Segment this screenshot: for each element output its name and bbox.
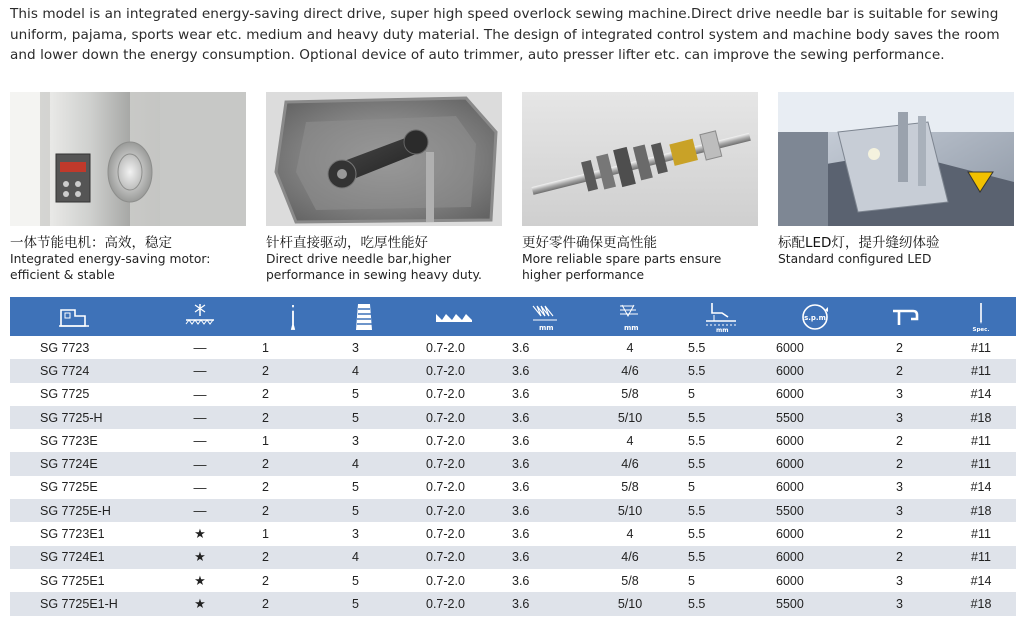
table-row xyxy=(10,499,1016,522)
motor-photo xyxy=(10,92,246,226)
feed-dog-icon xyxy=(404,297,504,336)
auto-trimmer-cell: — xyxy=(193,456,207,472)
auto-trimmer-cell: ★ xyxy=(194,549,206,565)
speed-cell: 6000 xyxy=(776,550,804,565)
presser-lift-cell: 5.5 xyxy=(688,527,706,542)
thread-count-cell: 3 xyxy=(352,527,359,542)
presser-lift-cell: 5.5 xyxy=(688,340,706,355)
auto-trimmer-cell: — xyxy=(193,433,207,449)
needle-count-cell: 2 xyxy=(262,573,269,588)
stitch-width-cell: 3.6 xyxy=(512,596,530,611)
looper-cell: 3 xyxy=(896,410,903,425)
auto-trimmer-cell: ★ xyxy=(194,595,206,611)
presser-lift-cell: 5.5 xyxy=(688,363,706,378)
auto-trimmer-cell: — xyxy=(193,479,207,495)
model-cell: SG 7725E xyxy=(40,480,98,495)
stitch-length-cell: 0.7-2.0 xyxy=(426,363,465,378)
stitch-length-cell: 0.7-2.0 xyxy=(426,596,465,611)
stitch-length-cell: 0.7-2.0 xyxy=(426,410,465,425)
needle-size-cell: #11 xyxy=(971,433,991,448)
needle-count-cell: 2 xyxy=(262,480,269,495)
overedge-width-cell: 4 xyxy=(626,433,634,448)
presser-foot-lift-icon xyxy=(674,297,768,336)
feature-title-zh: 一体节能电机：高效，稳定 xyxy=(10,235,172,251)
auto-trimmer-cell: — xyxy=(193,503,207,519)
stitch-length-cell: 0.7-2.0 xyxy=(426,340,465,355)
stitch-length-cell: 0.7-2.0 xyxy=(426,457,465,472)
model-cell: SG 7725E1 xyxy=(40,573,105,588)
feature-title-zh: 针杆直接驱动，吃厚性能好 xyxy=(266,235,428,251)
model-cell: SG 7725E-H xyxy=(40,503,111,518)
needle-size-cell: #14 xyxy=(970,387,992,402)
table-row xyxy=(10,569,1016,592)
auto-trimmer-cell: ★ xyxy=(194,526,206,542)
overedge-width-cell: 4 xyxy=(626,340,634,355)
model-cell: SG 7725 xyxy=(40,387,90,402)
table-row xyxy=(10,592,1016,615)
table-row xyxy=(10,476,1016,499)
needle-count-cell: 1 xyxy=(262,340,269,355)
spec-label: Spec. xyxy=(972,326,990,333)
speed-cell: 6000 xyxy=(776,363,804,378)
presser-lift-cell: 5.5 xyxy=(688,503,706,518)
presser-lift-cell: 5.5 xyxy=(688,410,706,425)
feature-led xyxy=(778,92,1018,268)
looper-cell: 2 xyxy=(896,457,903,472)
needle-icon xyxy=(262,297,324,336)
thread-count-cell: 5 xyxy=(352,596,359,611)
needle-size-cell: #11 xyxy=(971,340,991,355)
looper-cell: 2 xyxy=(896,340,903,355)
stitch-length-cell: 0.7-2.0 xyxy=(426,387,465,402)
model-cell: SG 7725-H xyxy=(40,410,103,425)
needle-count-cell: 1 xyxy=(262,527,269,542)
stitch-width-icon xyxy=(504,297,586,336)
thread-count-cell: 5 xyxy=(352,387,359,402)
overedge-width-cell: 4/6 xyxy=(621,457,639,472)
presser-unit: mm xyxy=(716,326,729,333)
model-cell: SG 7723 xyxy=(40,340,90,355)
needle-count-cell: 2 xyxy=(262,550,269,565)
looper-cell: 2 xyxy=(896,433,903,448)
auto-trimmer-cell: ★ xyxy=(194,572,206,588)
feature-desc-line2: performance in sewing heavy duty. xyxy=(266,267,482,282)
thread-count-cell: 5 xyxy=(352,573,359,588)
table-row xyxy=(10,429,1016,452)
looper-cell: 2 xyxy=(896,527,903,542)
intro-paragraph: This model is an integrated energy-saving direct drive, super high speed overlock sewing machine.Direct drive needle bar is suitable for sewing uniform, pajama, sports wear etc. medium and heavy duty material. The design of integrated control system and machine body saves the room and lower down the energy consumption. Optional device of auto trimmer, auto presser lifter etc. can improve the sewing performance. xyxy=(10,6,1000,63)
feature-gallery xyxy=(0,92,1024,292)
overedge-width-cell: 5/10 xyxy=(617,596,643,611)
needle-count-cell: 2 xyxy=(262,503,269,518)
overedge-width-cell: 5/8 xyxy=(621,387,639,402)
stitch-width-unit: mm xyxy=(539,323,554,332)
feature-desc-line1: Integrated energy-saving motor: xyxy=(10,252,211,266)
stitch-length-cell: 0.7-2.0 xyxy=(426,527,465,542)
stitch-width-cell: 3.6 xyxy=(512,433,530,448)
presser-lift-cell: 5.5 xyxy=(688,433,706,448)
stitch-length-cell: 0.7-2.0 xyxy=(426,480,465,495)
feature-spare-parts xyxy=(522,92,762,283)
overedge-width-icon xyxy=(586,297,674,336)
looper-cell: 2 xyxy=(896,363,903,378)
feature-desc-line2: efficient & stable xyxy=(10,267,115,282)
speed-cell: 6000 xyxy=(776,457,804,472)
model-cell: SG 7724E1 xyxy=(40,550,105,565)
stitch-width-cell: 3.6 xyxy=(512,340,530,355)
presser-lift-cell: 5 xyxy=(688,573,695,588)
stitch-width-cell: 3.6 xyxy=(512,363,530,378)
speed-cell: 6000 xyxy=(776,480,804,495)
needle-size-cell: #11 xyxy=(971,363,991,378)
table-row xyxy=(10,452,1016,475)
overedge-width-cell: 5/8 xyxy=(621,573,639,588)
table-row xyxy=(10,406,1016,429)
thread-count-cell: 5 xyxy=(352,410,359,425)
thread-count-cell: 5 xyxy=(352,480,359,495)
stitch-length-cell: 0.7-2.0 xyxy=(426,503,465,518)
needle-size-cell: #14 xyxy=(970,573,992,588)
needle-count-cell: 2 xyxy=(262,387,269,402)
thread-count-cell: 4 xyxy=(352,363,359,378)
needle-bar-drive-photo xyxy=(266,92,502,226)
model-cell: SG 7725E1-H xyxy=(40,596,118,611)
led-light-photo xyxy=(778,92,1014,226)
speed-cell: 6000 xyxy=(776,527,804,542)
looper-cell: 3 xyxy=(896,503,903,518)
needle-count-cell: 2 xyxy=(262,363,269,378)
presser-lift-cell: 5.5 xyxy=(688,457,706,472)
feature-desc-line2: higher performance xyxy=(522,267,645,282)
table-row xyxy=(10,359,1016,382)
needle-size-cell: #14 xyxy=(970,480,992,495)
thread-count-cell: 4 xyxy=(352,457,359,472)
needle-size-cell: #11 xyxy=(971,550,991,565)
stitch-width-cell: 3.6 xyxy=(512,387,530,402)
looper-cell: 2 xyxy=(896,550,903,565)
table-row xyxy=(10,336,1016,359)
spec-table-body xyxy=(10,336,1016,616)
table-header-row xyxy=(10,297,1016,336)
stitch-width-cell: 3.6 xyxy=(512,410,530,425)
overedge-width-cell: 4/6 xyxy=(621,550,639,565)
needle-count-cell: 2 xyxy=(262,410,269,425)
auto-trimmer-cell: — xyxy=(193,410,207,426)
needle-spec-icon xyxy=(946,297,1016,336)
table-row xyxy=(10,522,1016,545)
thread-count-cell: 3 xyxy=(352,340,359,355)
feature-desc-line1: Direct drive needle bar,higher xyxy=(266,252,452,266)
feature-desc-line1: More reliable spare parts ensure xyxy=(522,252,722,266)
looper-cell: 3 xyxy=(896,480,903,495)
model-cell: SG 7723E1 xyxy=(40,527,105,542)
looper-cell: 3 xyxy=(896,573,903,588)
auto-trimmer-cell: — xyxy=(193,363,207,379)
presser-lift-cell: 5 xyxy=(688,480,695,495)
looper-cell: 3 xyxy=(896,596,903,611)
speed-cell: 6000 xyxy=(776,387,804,402)
stitch-width-cell: 3.6 xyxy=(512,503,530,518)
speed-unit: s.p.m xyxy=(804,313,826,322)
stitch-length-cell: 0.7-2.0 xyxy=(426,433,465,448)
overedge-width-cell: 4 xyxy=(626,527,634,542)
looper-cell: 3 xyxy=(896,387,903,402)
stitch-width-cell: 3.6 xyxy=(512,550,530,565)
stitch-length-cell: 0.7-2.0 xyxy=(426,573,465,588)
table-row xyxy=(10,383,1016,406)
stitch-width-cell: 3.6 xyxy=(512,457,530,472)
speed-cell: 5500 xyxy=(776,503,804,518)
thread-count-cell: 4 xyxy=(352,550,359,565)
spec-table xyxy=(10,297,1016,616)
auto-trimmer-cell: — xyxy=(193,386,207,402)
feature-desc-line1: Standard configured LED xyxy=(778,252,932,266)
presser-lift-cell: 5.5 xyxy=(688,550,706,565)
speed-icon xyxy=(768,297,862,336)
needle-size-cell: #18 xyxy=(970,410,992,425)
auto-trimmer-icon xyxy=(138,297,262,336)
needle-count-cell: 2 xyxy=(262,596,269,611)
looper-icon xyxy=(862,297,946,336)
presser-lift-cell: 5 xyxy=(688,387,695,402)
model-cell: SG 7723E xyxy=(40,433,98,448)
feature-title-zh: 更好零件确保更高性能 xyxy=(522,235,657,251)
needle-size-cell: #11 xyxy=(971,457,991,472)
overedge-width-cell: 5/8 xyxy=(621,480,639,495)
model-cell: SG 7724E xyxy=(40,457,98,472)
thread-cone-icon xyxy=(324,297,404,336)
feature-needle-bar xyxy=(266,92,506,283)
speed-cell: 5500 xyxy=(776,596,804,611)
feature-title-zh: 标配LED灯，提升缝纫体验 xyxy=(778,235,940,251)
stitch-width-cell: 3.6 xyxy=(512,480,530,495)
overedge-width-cell: 5/10 xyxy=(617,503,643,518)
overedge-width-cell: 5/10 xyxy=(617,410,643,425)
machine-icon xyxy=(10,297,138,336)
stitch-width-cell: 3.6 xyxy=(512,527,530,542)
thread-count-cell: 3 xyxy=(352,433,359,448)
feature-motor xyxy=(10,92,250,283)
model-cell: SG 7724 xyxy=(40,363,90,378)
needle-size-cell: #11 xyxy=(971,527,991,542)
speed-cell: 6000 xyxy=(776,433,804,448)
overedge-unit: mm xyxy=(624,323,639,332)
needle-size-cell: #18 xyxy=(970,503,992,518)
presser-lift-cell: 5.5 xyxy=(688,596,706,611)
overedge-width-cell: 4/6 xyxy=(621,363,639,378)
stitch-length-cell: 0.7-2.0 xyxy=(426,550,465,565)
spare-parts-photo xyxy=(522,92,758,226)
stitch-width-cell: 3.6 xyxy=(512,573,530,588)
needle-size-cell: #18 xyxy=(970,596,992,611)
needle-count-cell: 1 xyxy=(262,433,269,448)
thread-count-cell: 5 xyxy=(352,503,359,518)
needle-count-cell: 2 xyxy=(262,457,269,472)
speed-cell: 6000 xyxy=(776,573,804,588)
table-row xyxy=(10,546,1016,569)
speed-cell: 5500 xyxy=(776,410,804,425)
auto-trimmer-cell: — xyxy=(193,340,207,356)
speed-cell: 6000 xyxy=(776,340,804,355)
